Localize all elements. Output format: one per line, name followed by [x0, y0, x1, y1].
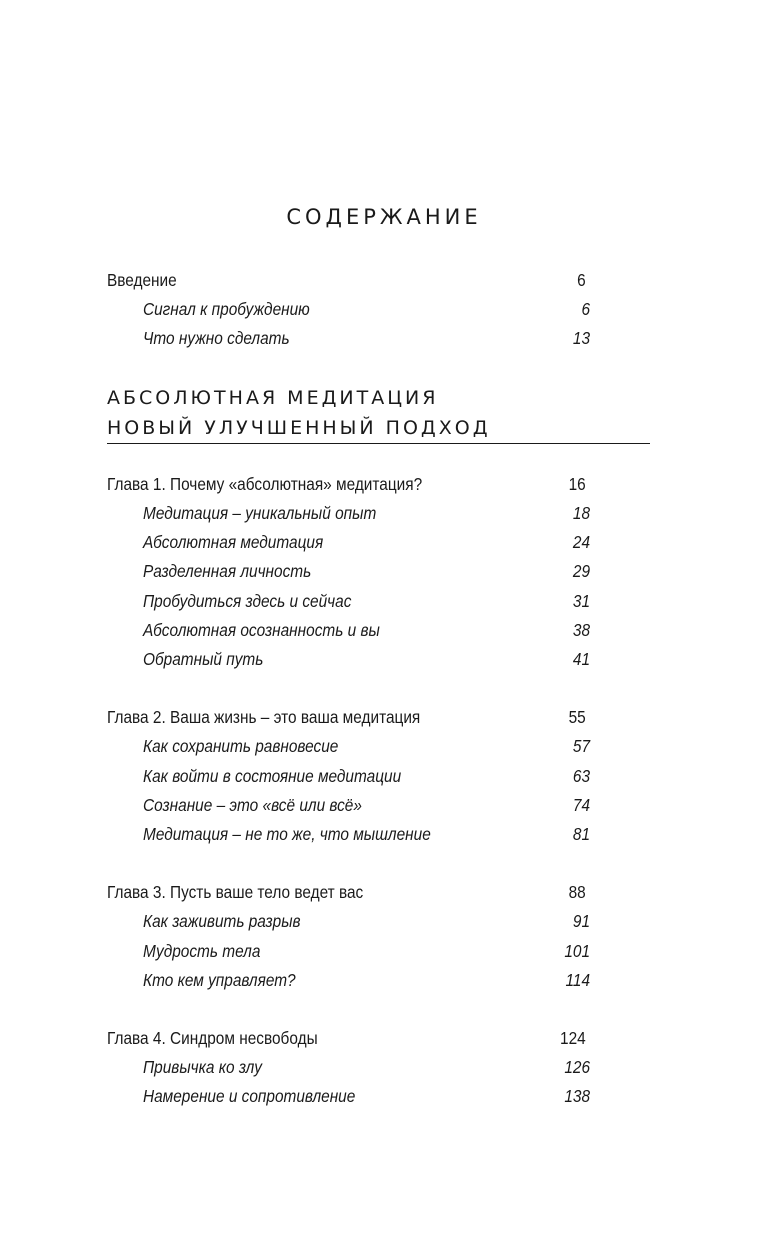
- toc-page-number: 74: [572, 795, 591, 815]
- page-title: СОДЕРЖАНИЕ: [286, 205, 482, 229]
- toc-subentry[interactable]: [143, 295, 590, 324]
- toc-entry-intro[interactable]: [107, 266, 586, 295]
- toc-page-number: 41: [572, 649, 591, 669]
- toc-page-number: 63: [572, 766, 591, 786]
- toc-subentry[interactable]: [143, 528, 590, 557]
- toc-entry-label: Сигнал к пробуждению: [143, 299, 310, 319]
- toc-chapter-label: Глава 4. Синдром несвободы: [107, 1028, 318, 1048]
- toc-subentry[interactable]: [143, 324, 590, 353]
- toc-page-number: 88: [568, 882, 586, 902]
- toc-entry-label: Мудрость тела: [143, 941, 261, 961]
- toc-page-number: 126: [564, 1057, 591, 1077]
- toc-chapter-3[interactable]: [107, 878, 586, 907]
- toc-entry-label: Привычка ко злу: [143, 1057, 262, 1077]
- toc-subentry[interactable]: [143, 907, 590, 936]
- toc-entry-label: Намерение и сопротивление: [143, 1086, 356, 1106]
- toc-entry-label: Пробудиться здесь и сейчас: [143, 591, 352, 611]
- toc-subentry[interactable]: [143, 1053, 590, 1082]
- toc-chapter-label: Глава 3. Пусть ваше тело ведет вас: [107, 882, 364, 902]
- toc-page-number: 24: [572, 532, 591, 552]
- toc-subentry[interactable]: [143, 937, 590, 966]
- toc-page-number: 18: [572, 503, 591, 523]
- part-heading-line1: АБСОЛЮТНАЯ МЕДИТАЦИЯ: [107, 387, 439, 409]
- toc-page-number: 138: [564, 1086, 591, 1106]
- toc-entry-label: Как войти в состояние медитации: [143, 766, 402, 786]
- toc-chapter-4[interactable]: [107, 1024, 586, 1053]
- toc-page-number: 57: [572, 736, 591, 756]
- toc-page-number: 6: [581, 299, 591, 319]
- toc-subentry[interactable]: [143, 732, 590, 761]
- toc-subentry[interactable]: [143, 499, 590, 528]
- toc-entry-label: Сознание – это «всё или всё»: [143, 795, 362, 815]
- toc-subentry[interactable]: [143, 762, 590, 791]
- toc-page-number: 55: [568, 707, 586, 727]
- toc-page-number: 114: [565, 970, 591, 990]
- toc-subentry[interactable]: [143, 966, 590, 995]
- toc-chapter-2[interactable]: [107, 703, 586, 732]
- toc-chapter-label: Глава 1. Почему «абсолютная» медитация?: [107, 474, 423, 494]
- toc-entry-label: Медитация – не то же, что мышление: [143, 824, 431, 844]
- toc-entry-label: Абсолютная медитация: [143, 532, 324, 552]
- toc-subentry[interactable]: [143, 557, 590, 586]
- part-heading-line2: НОВЫЙ УЛУЧШЕННЫЙ ПОДХОД: [107, 417, 491, 439]
- toc-page-number: 38: [572, 620, 591, 640]
- toc-page-number: 31: [572, 591, 591, 611]
- toc-chapter-label: Глава 2. Ваша жизнь – это ваша медитация: [107, 707, 421, 727]
- toc-entry-label: Как заживить разрыв: [143, 911, 301, 931]
- toc-subentry[interactable]: [143, 791, 590, 820]
- heading-divider: [107, 443, 650, 444]
- toc-page-number: 6: [577, 270, 586, 290]
- toc-page-number: 91: [572, 911, 591, 931]
- toc-entry-label: Что нужно сделать: [143, 328, 290, 348]
- toc-subentry[interactable]: [143, 645, 590, 674]
- toc-entry-label: Обратный путь: [143, 649, 264, 669]
- toc-entry-label: Введение: [107, 270, 177, 290]
- toc-chapter-1[interactable]: [107, 470, 586, 499]
- toc-page-number: 101: [564, 941, 591, 961]
- toc-page-number: 124: [560, 1028, 586, 1048]
- toc-page-number: 16: [568, 474, 586, 494]
- toc-page-number: 13: [572, 328, 591, 348]
- toc-page-number: 29: [572, 561, 591, 581]
- toc-subentry[interactable]: [143, 616, 590, 645]
- toc-entry-label: Абсолютная осознанность и вы: [143, 620, 380, 640]
- toc-entry-label: Как сохранить равновесие: [143, 736, 339, 756]
- toc-page-number: 81: [572, 824, 591, 844]
- toc-subentry[interactable]: [143, 587, 590, 616]
- toc-entry-label: Медитация – уникальный опыт: [143, 503, 377, 523]
- toc-subentry[interactable]: [143, 820, 590, 849]
- toc-subentry[interactable]: [143, 1082, 590, 1111]
- toc-entry-label: Кто кем управляет?: [143, 970, 296, 990]
- toc-entry-label: Разделенная личность: [143, 561, 312, 581]
